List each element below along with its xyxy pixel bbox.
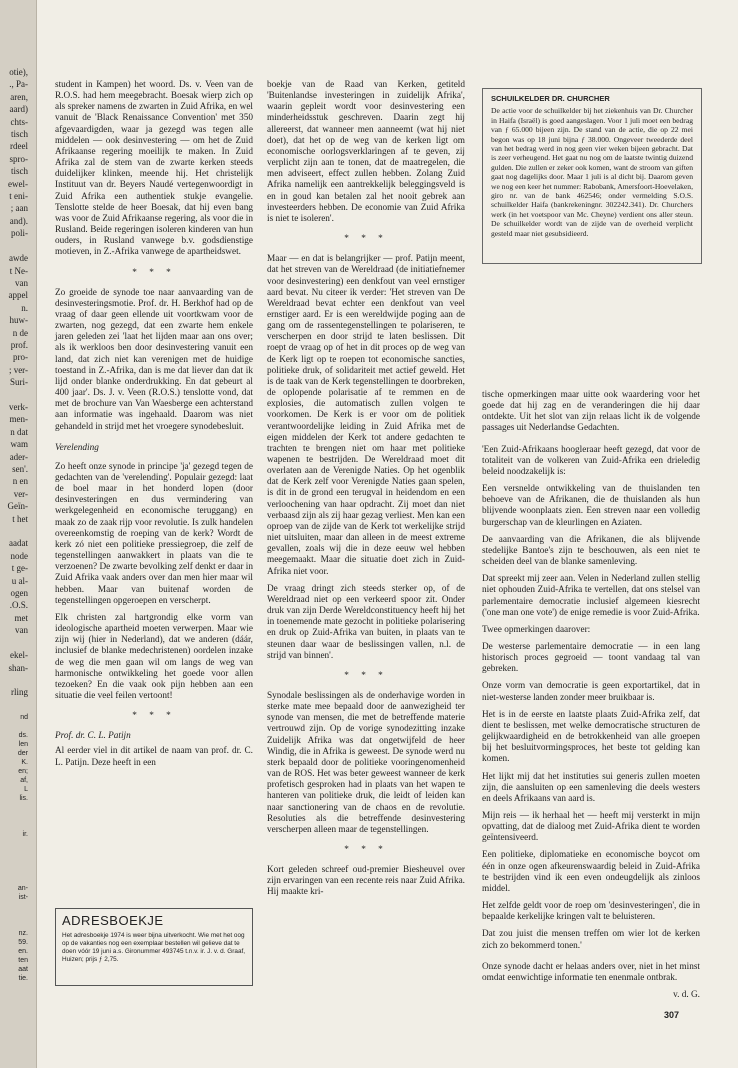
gutter-line: chts- — [10, 116, 28, 127]
gutter-line: appel — [8, 290, 28, 301]
gutter-line: prof. — [10, 339, 28, 350]
gutter-line: af, — [20, 776, 28, 784]
gutter-line: L — [24, 785, 28, 793]
gutter-line: ; aan — [10, 203, 28, 214]
gutter-line: t eni- — [9, 191, 28, 202]
gutter-line — [0, 848, 32, 857]
gutter-line: rling — [11, 687, 28, 698]
gutter-line: ds. — [18, 731, 28, 739]
gutter-line: der — [17, 749, 28, 757]
section-separator: * * * — [132, 267, 176, 278]
gutter-line: aat — [18, 965, 28, 973]
notice-title: SCHUILKELDER DR. CHURCHER — [491, 94, 610, 103]
gutter-line: spro- — [9, 153, 28, 164]
gutter-line: n dat — [10, 426, 28, 437]
gutter-line — [0, 920, 32, 929]
paragraph: Onze vorm van democratie is geen exportartikel, dat in niet-westerse landen zonder meer bruikbaar is. — [482, 681, 700, 703]
gutter-line: van — [15, 277, 28, 288]
author-signature: v. d. G. — [673, 990, 700, 1001]
previous-page-text — [0, 66, 36, 699]
gutter-line: poli- — [11, 228, 28, 239]
paragraph: Zo groeide de synode toe naar aanvaarding van de desinvesteringsmotie. Prof. dr. H. Berkhof had op de vraag of daar geen ellende uit voortkwam voor de zwarten, nog gezegd, dat een zwarte hem enkele jaren geleden zei 'laat het lijden maar aan ons over; als ik werkloos ben door desinvestering vanuit een land, dat zich niet kan verenigen met de huidige toestand in Z.-Afrika, dan is me dat liever dan dat ik lijd onder blanke onderdrukking. En dat gebeurt al 400 jaar'. Ds. J. v. Veen (R.O.S.) tenslotte vond, dat met de brochure van Van Waesberge een achterstand aan informatie was ingehaald. Daarom was niet gehandeld in strijd met het vroegere synodebesluit. — [55, 287, 253, 432]
gutter-line: ader- — [9, 451, 28, 462]
paragraph: De westerse parlementaire democratie — in een lang historisch proces gegroeid — toont vandaag tal van gebreken. — [482, 641, 700, 675]
gutter-line: sen'. — [12, 464, 28, 474]
paragraph: Elk christen zal hartgrondig elke vorm van ideologische apartheid moeten verwerpen. Maar wie zijn wij (hier in Nederland), dat we anderen (dáár, inclusief de blanke medechristenen) oordelen inzake de weg die men gaan wil om langs de weg van harmonische ontwikkeling het goede voor allen tezoeken? En die vaak ook pijn hebben aan een situatie die veel feilen vertoont! — [55, 612, 253, 701]
paragraph: De aanvaarding van die Afrikanen, die als blijvende stedelijke Bantoe's zijn te beschouwen, als een niet te scheiden deel van de blanke samenleving. — [482, 534, 700, 568]
gutter-line: .O.S. — [9, 600, 28, 611]
gutter-line: shan- — [8, 662, 28, 673]
gutter-line: van — [15, 625, 28, 636]
gutter-line: awde — [9, 253, 28, 264]
gutter-line — [0, 812, 32, 821]
gutter-line: en. — [18, 947, 28, 955]
notice-title: ADRESBOEKJE — [62, 913, 164, 928]
gutter-line: ogen — [10, 588, 28, 599]
page-number: 307 — [664, 1010, 680, 1020]
paragraph: Het lijkt mij dat het instituties sui generis zullen moeten zijn, die aansluiten op een samenleving die deels westers en deels Afrikaans van aard is. — [482, 771, 700, 804]
previous-page-edge — [0, 0, 37, 1068]
column-2 — [267, 80, 465, 905]
paragraph: De vraag dringt zich steeds sterker op, of de Wereldraad niet op een verkeerd spoor zit. Onder druk van zijn Derde Wereldconstituency heeft hij het in toenemende mate gezocht in politieke polarisering en druk op Zuid-Afrika van buiten, in plaats van te steunen daar waar de beslissingen vallen, n.l. de strijd van binnen'. — [267, 583, 465, 661]
gutter-line: ., Pa- — [9, 79, 28, 90]
gutter-line: en; — [18, 767, 28, 775]
gutter-line — [0, 866, 32, 875]
paragraph: Kort geleden schreef oud-premier Biesheuvel over zijn ervaringen van een recente reis naar Zuid Afrika. Hij maakte kri- — [267, 865, 465, 898]
gutter-line — [0, 525, 32, 537]
gutter-line: ; ver- — [8, 364, 28, 375]
paragraph: tische opmerkingen maar uitte ook waardering voor het goede dat hij zag en de veranderingen die hij daar ontdekte. Uit het slot van zijn relaas licht ik de volgende passages uit Nederlandse Gedachten. — [482, 390, 700, 434]
gutter-line — [0, 875, 32, 884]
gutter-line — [0, 637, 32, 649]
magazine-page — [37, 0, 738, 1068]
gutter-line — [0, 821, 32, 830]
gutter-line: otie), — [9, 67, 28, 77]
gutter-line: n. — [21, 302, 28, 313]
section-separator: * * * — [132, 711, 176, 722]
gutter-line: ten — [18, 956, 28, 964]
gutter-line — [0, 803, 32, 812]
gutter-line: an- — [17, 884, 28, 892]
notice-box-adresboekje — [55, 908, 253, 986]
gutter-line: rdeel — [10, 141, 28, 152]
gutter-line: tisch — [11, 129, 28, 140]
paragraph: Onze synode dacht er helaas anders over, niet in het minst omdat eenwichtige informatie ten enenmale ontbrak. — [482, 961, 700, 983]
notice-body: Het adresboekje 1974 is weer bijna uitverkocht. Wie met het oog op de vakanties nog een exemplaar bestellen wil gelieve dat te doen vóór 19 juni a.s. Gironummer 493745 t.n.v. ir. J. v. d. Graaf, Huizen; prijs ƒ 2,75. — [62, 932, 246, 963]
gutter-line: len — [18, 740, 28, 748]
paragraph: student in Kampen) het woord. Ds. v. Veen van de R.O.S. had hem meegebracht. Boesak wierp zich op als spreker namens de zwarten in Zuid Afrika, en wel vanuit de 'Black Renaissance Convention' met 350 afgevaardigden, waar ja gezegd was tegen alle middelen — ook desinvestering — om het de Zuid Afrikaanse regering moeilijk te maken. In Zuid Afrika zal de stem van de zwarte kerken steeds duidelijker klinken, meende hij. Het christelijk Instituut van dr. Beyers Naudé vertegenwoordigt in Zuid Afrika een authentiek stukje evangelie. Tenslotte stelde de heer Boesak, dat hij even bang was voor de Zuid Afrikaanse regering, als voor die in Rusland. Beide regeringen isoleren kinderen van hun ouders, in Rusland vanwege b.v. godsdienstige motieven, in Z.-Afrika vanwege de apartheidswet. — [55, 80, 253, 258]
gutter-line: node — [10, 550, 28, 561]
paragraph: Synodale beslissingen als de onderhavige worden in sterke mate mee bepaald door de aanwezigheid ter synode van mensen, die met de betreffende materie vertrouwd zijn. Op de vorige synodezitting inzake Zuidelijk Afrika was dat ongetwijfeld de heer Windig, die in Afrika is geweest. De synode werd nu sterk bepaald door de politieke vooringenomenheid van de ROS. Het was beter geweest wanneer de kerk profetisch gesproken had in plaats van het wapen te hanteren van politieke druk, die leidt of leiden kan naar sanctionering van de chaos en de revolutie. Resoluties als die betreffende desinvestering verscherpen alleen maar de tegenstellingen. — [267, 690, 465, 835]
gutter-line: tisch — [11, 166, 28, 177]
paragraph: 'Een Zuid-Afrikaans hoogleraar heeft gezegd, dat voor de totaliteit van de volkeren van Zuid-Afrika een drieledig beleid noodzakelijk is: — [482, 444, 700, 477]
gutter-line: n en — [12, 476, 28, 487]
gutter-line — [0, 389, 32, 401]
gutter-line — [0, 240, 32, 252]
gutter-line: ekel- — [10, 650, 28, 661]
paragraph: Een versnelde ontwikkeling van de thuislanden ten behoeve van de Afrikanen, die de thuislanden als hun blijvende woonplaats zien. Een streven naar een volledig burgerschap van de kleurlingen en Aziaten. — [482, 484, 700, 528]
gutter-line — [0, 857, 32, 866]
gutter-line: Geïn- — [7, 501, 28, 512]
gutter-line — [0, 674, 32, 686]
paragraph: Mijn reis — ik herhaal het — heeft mij versterkt in mijn opvatting, dat de dialoog met Zuid-Afrika dient te worden geïntensiveerd. — [482, 811, 700, 844]
section-heading-author: Prof. dr. C. L. Patijn — [55, 731, 131, 742]
paragraph: Het zelfde geldt voor de roep om 'desinvesteringen', die in bepaalde kerkelijke kringen valt te beluisteren. — [482, 901, 700, 923]
gutter-line: nd — [20, 713, 28, 721]
paragraph: Maar — en dat is belangrijker — prof. Patijn meent, dat het streven van de Wereldraad (de initiatiefnemer voor desinvestering) een denkfout van veel ernstiger aard bevat. Nu citeer ik verder: 'Het streven van De Wereldraad bevat echter een denkfout van veel ernstiger aard. Er is een wereldwijde poging aan de gang om de rassentegenstellingen te polariseren, te verscherpen en door strijd te laten beslissen. Dit roept de vraag op of het in dit proces op de weg van de Kerk ligt op te roepen tot economische sancties, politieke druk, of solidariteit met actief geweld. Het is de taak van de Kerk tegenstellingen te doorbreken, de oplopende polarisatie af te remmen en de explosies, die automatisch zullen volgen te voorkomen. De Kerk is er voor om de politiek verantwoordelijke leiding in Zuid Afrika met de eigen middelen der Kerk tot andere gedachten te trachten te brengen niet om haar met politieke wapenen te bestrijden. De Wereldraad moet dit overlaten aan de Verenigde Naties. Op het ogenblik dat de Kerk zelf voor Verenigde Naties gaan spelen, is dit in de grond een terugval in heidendom en een verloochening van haar opdracht. Zij moet dan niet verbaasd zijn als zij haar gezag verliest. Men kan een oproep van de zijde van de Kerk tot werkelijke strijd niet uitsluiten, maar dan alleen in de meest extreme gevallen, zoals wij die in deze eeuw wel hebben meegemaakt. Maar die situatie doet zich in Zuid-Afrika niet voor. — [267, 254, 465, 577]
gutter-line: wam — [10, 439, 28, 450]
gutter-line: t ge- — [11, 563, 28, 574]
notice-body: De actie voor de schuilkelder bij het ziekenhuis van Dr. Churcher in Haifa (Israël) is goed aangeslagen. Voor 1 juli moet een bedrag van ƒ 65.000 bijeen zijn. De stand van de actie, die op 22 mei begon was op 18 juni bijna ƒ 38.000. Ongeveer tweederde deel van het bedrag werd in nog geen vier weken bijeen gebracht. Dat is zeer verheugend. Het gaat nu nog om de laatste twintig duizend gulden. Die zullen er zeker ook komen, want de stroom van giften gaat nog dagelijks door. Maar 1 juli is al dicht bij. Daarom geven we nog een keer het nummer: Rabobank, Amersfoort-Hoevelaken, giro nr. van de bank 462546; onder vermelding S.O.S. schuilkelder Haifa (bankrekeningnr. 302242.341). Dr. Churchers werk (in het voetspoor van Mc. Cheyne) verdient ons aller steun. De schuilkelder wordt van de zijde van de overheid verplicht gesteld maar niet gesubsidieerd. — [491, 106, 693, 238]
paragraph: boekje van de Raad van Kerken, getiteld 'Buitenlandse investeringen in zuidelijk Afrika', waarin gepleit wordt voor desinvestering een minderheidsstuk geschreven. Daarin zegt hij allereerst, dat wanneer men aanneemt (wat hij niet doet), dat het op de weg van de kerken ligt om economische oorlogsverklaringen af te geven, zij verplicht zijn aan te tonen, dat de maatregelen, die men adviseert, effect zullen hebben. Zolang Zuid Afrika namelijk een aantrekkelijk beleggingsveld is en in goud kan betalen zal het nooit gebrek aan investeerders hebben. De economie van Zuid Afrika is niet te isoleren'. — [267, 80, 465, 224]
gutter-line: t het — [12, 513, 28, 524]
gutter-line: pro- — [13, 352, 28, 363]
gutter-line: aren, — [10, 91, 28, 102]
paragraph: Zo heeft onze synode in principe 'ja' gezegd tegen de gedachten van de 'verelending'. Populair gezegd: laat de boel maar in het honderd lopen (door desinvesteringen en dus vermindering van werkgelegenheid en economische teruggang) en maak zo de zaak rijp voor revolutie. Is zulk handelen overeenkomstig de roeping van de kerk? Wordt de kerk zó niet een politieke pressiegroep, die zelf de tegenstellingen aanwakkert in plaats van die te verzoenen? De zwarte bevolking zelf denkt er daar in Zuid Afrika vaak anders over dan men hier maar wil hebben. Maar van buitenaf worden de tegenstellingen opgeroepen en verscherpt. — [55, 461, 253, 606]
previous-page-sidebar-text — [0, 713, 36, 983]
paragraph: Dat zou juist die mensen treffen om wier lot de kerken zich zo bekommerd tonen.' — [482, 929, 700, 951]
paragraph: Al eerder viel in dit artikel de naam van prof. dr. C. L. Patijn. Deze heeft in een — [55, 746, 253, 768]
paragraph: Dat spreekt mij zeer aan. Velen in Nederland zullen stellig niet ophouden Zuid-Afrika te vertellen, dat ons stelsel van parlementaire democratie inclusief algemeen kiesrecht ('one man one vote') de enige remedie is voor Zuid-Afrika. — [482, 574, 700, 618]
gutter-line: ir. — [22, 830, 28, 838]
gutter-line: tie. — [18, 974, 28, 982]
gutter-line — [0, 902, 32, 911]
notice-box-schuilkelder — [482, 88, 702, 264]
gutter-line: ist- — [18, 893, 28, 901]
gutter-line: n de — [12, 327, 28, 338]
gutter-line: men- — [9, 414, 28, 425]
gutter-line: K. — [21, 758, 28, 766]
gutter-line: 59. — [18, 938, 28, 946]
paragraph: Twee opmerkingen daarover: — [482, 624, 591, 635]
section-separator: * * * — [344, 234, 388, 245]
gutter-line: lis. — [19, 794, 28, 802]
gutter-line: met — [14, 612, 28, 623]
gutter-line: ver- — [13, 488, 28, 499]
section-separator: * * * — [344, 845, 388, 855]
gutter-line: and). — [9, 215, 28, 226]
gutter-line — [0, 839, 32, 848]
gutter-line: huw- — [9, 315, 28, 326]
gutter-line: nz. — [18, 929, 28, 937]
gutter-line: t Ne- — [9, 265, 28, 276]
paragraph: Het is in de eerste en laatste plaats Zuid-Afrika zelf, dat dient te beslissen, met welke democratische structuren de gelijkwaardigheid en de betrokkenheid van alle groepen bij het besluitvormingsproces, het beste tot gelding kan komen. — [482, 709, 700, 765]
gutter-line — [0, 722, 32, 731]
gutter-line — [0, 911, 32, 920]
column-3 — [482, 390, 700, 1001]
paragraph: Een politieke, diplomatieke en economische boycot om één in onze ogen afkeurenswaardig beleid in Zuid-Afrika te bestrijden vind ik een even ondeugdelijk als zinloos middel. — [482, 850, 700, 894]
section-heading: Verelending — [55, 442, 99, 453]
gutter-line: aard) — [9, 104, 28, 115]
section-separator: * * * — [344, 670, 388, 681]
gutter-line: aadat — [9, 538, 28, 549]
gutter-line: Suri- — [10, 377, 28, 388]
gutter-line: verk- — [9, 401, 28, 412]
gutter-line: u al- — [11, 575, 28, 586]
gutter-line: ewel- — [8, 178, 28, 189]
column-1 — [55, 80, 253, 775]
